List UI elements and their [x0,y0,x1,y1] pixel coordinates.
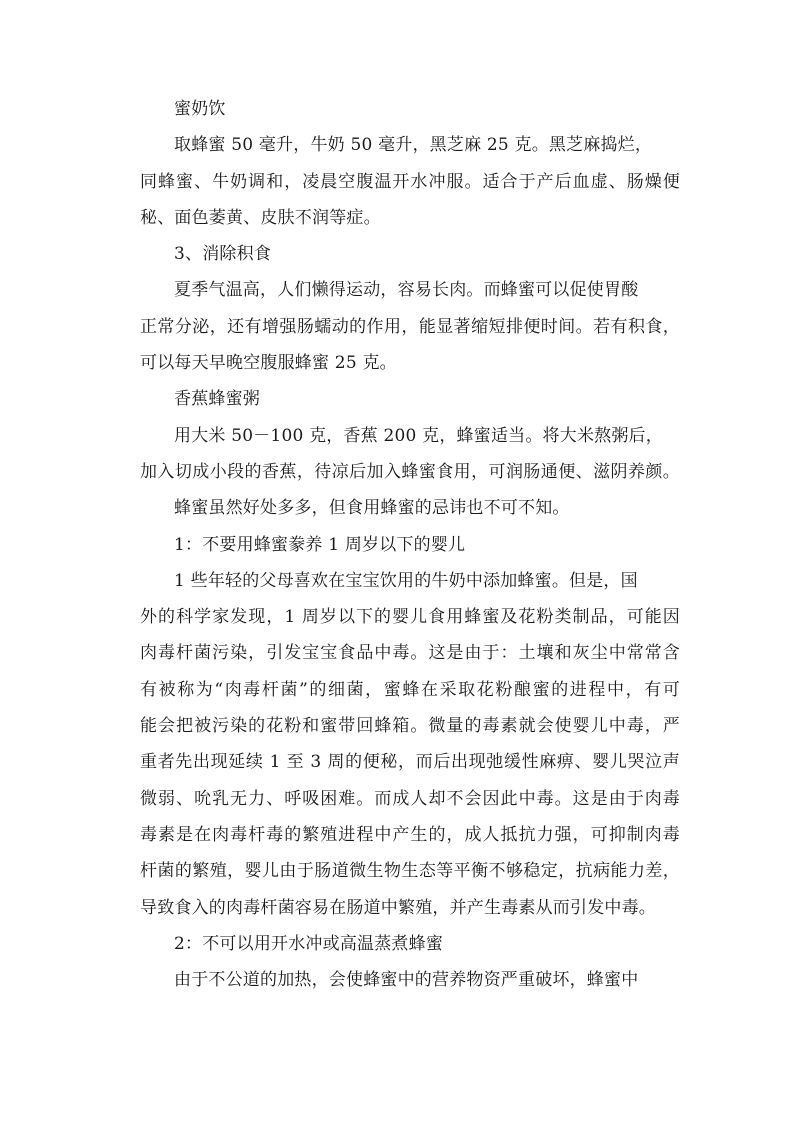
paragraph-line: 肉毒杆菌污染，引发宝宝食品中毒。这是由于：土壤和灰尘中常常含 [140,643,680,664]
heading-honey-milk-drink: 蜜奶饮 [174,99,226,119]
paragraph-line: 加入切成小段的香蕉，待凉后加入蜂蜜食用，可润肠通便、滋阴养颜。 [140,461,680,482]
paragraph-line: 重者先出现延续 1 至 3 周的便秘，而后出现弛缓性麻痹、婴儿哭泣声 [140,752,680,773]
paragraph-line: 杆菌的繁殖，婴儿由于肠道微生物生态等平衡不够稳定，抗病能力差， [140,861,680,882]
paragraph-line: 秘、面色萎黄、皮肤不润等症。 [140,207,381,228]
paragraph-line: 外的科学家发现，1 周岁以下的婴儿食用蜂蜜及花粉类制品，可能因 [140,607,680,628]
paragraph-line: 有被称为“肉毒杆菌”的细菌，蜜蜂在采取花粉酿蜜的进程中，有可 [140,679,680,700]
section-heading-eliminate-food: 3、消除积食 [174,244,272,265]
paragraph-line: 蜂蜜虽然好处多多，但食用蜂蜜的忌讳也不可不知。 [174,498,570,519]
section-heading-no-boiling: 2：不可以用开水冲或高温蒸煮蜂蜜 [174,933,444,954]
paragraph-line: 取蜂蜜 50 毫升，牛奶 50 毫升，黑芝麻 25 克。黑芝麻捣烂， [174,135,653,156]
paragraph-line: 1 些年轻的父母喜欢在宝宝饮用的牛奶中添加蜂蜜。但是，国 [174,570,638,591]
paragraph-line: 用大米 50－100 克，香蕉 200 克，蜂蜜适当。将大米熬粥后， [174,425,663,446]
paragraph-line: 正常分泌，还有增强肠蠕动的作用，能显著缩短排便时间。若有积食， [140,316,680,337]
paragraph-line: 同蜂蜜、牛奶调和，凌晨空腹温开水冲服。适合于产后血虚、肠燥便 [140,171,680,192]
paragraph-line: 导致食入的肉毒杆菌容易在肠道中繁殖，并产生毒素从而引发中毒。 [140,897,656,918]
paragraph-line: 能会把被污染的花粉和蜜带回蜂箱。微量的毒素就会使婴儿中毒，严 [140,716,680,737]
section-heading-infants: 1：不要用蜂蜜豢养 1 周岁以下的婴儿 [174,534,466,555]
paragraph-line: 微弱、吮乳无力、呼吸困难。而成人却不会因此中毒。这是由于肉毒 [140,788,680,809]
document-body [140,91,680,998]
paragraph-line: 夏季气温高，人们懒得运动，容易长肉。而蜂蜜可以促使胃酸 [174,280,639,301]
paragraph-line: 可以每天早晚空腹服蜂蜜 25 克。 [140,353,397,374]
paragraph-line: 毒素是在肉毒杆毒的繁殖进程中产生的，成人抵抗力强，可抑制肉毒 [140,824,680,845]
paragraph-line: 由于不公道的加热，会使蜂蜜中的营养物资严重破坏，蜂蜜中 [174,970,639,991]
heading-banana-honey-porridge: 香蕉蜂蜜粥 [174,389,260,410]
